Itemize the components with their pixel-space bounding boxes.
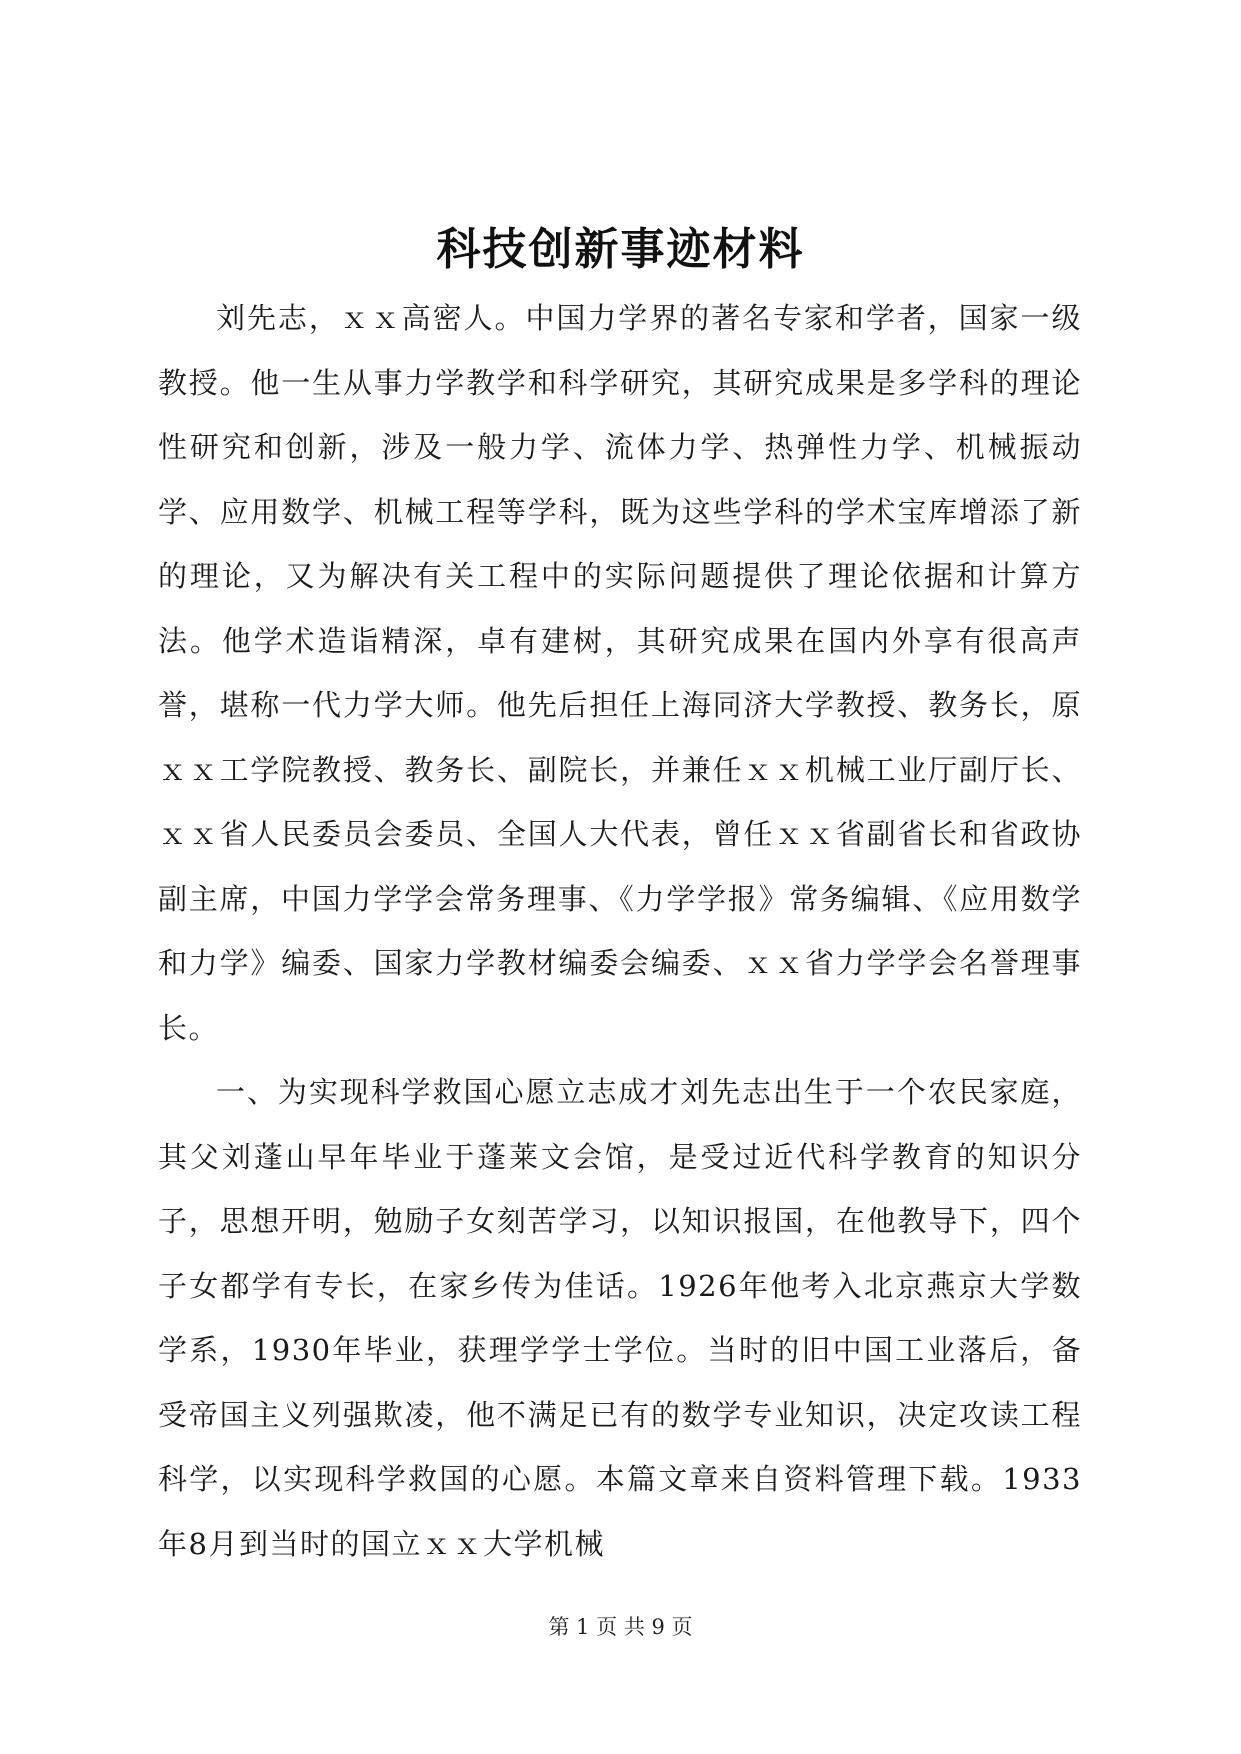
page-footer	[0, 1612, 1241, 1642]
page-number-label: 第 1 页 共 9 页	[548, 1615, 693, 1639]
paragraph-section-one: 一、为实现科学救国心愿立志成才刘先志出生于一个农民家庭，其父刘蓬山早年毕业于蓬莱文会馆，是受过近代科学教育的知识分子，思想开明，勉励子女刻苦学习，以知识报国，在他教导下，四个子女都学有专长，在家乡传为佳话。1926年他考入北京燕京大学数学系，1930年毕业，获理学学士学位。当时的旧中国工业落后，备受帝国主义列强欺凌，他不满足已有的数学专业知识，决定攻读工程科学，以实现科学救国的心愿。本篇文章来自资料管理下载。1933年8月到当时的国立ｘｘ大学机械	[158, 1075, 1082, 1561]
document-body	[158, 286, 1082, 1576]
document-title: 科技创新事迹材料	[436, 224, 805, 275]
paragraph-intro: 刘先志，ｘｘ高密人。中国力学界的著名专家和学者，国家一级教授。他一生从事力学教学和科学研究，其研究成果是多学科的理论性研究和创新，涉及一般力学、流体力学、热弹性力学、机械振动学、应用数学、机械工程等学科，既为这些学科的学术宝库增添了新的理论，又为解决有关工程中的实际问题提供了理论依据和计算方法。他学术造诣精深，卓有建树，其研究成果在国内外享有很高声誉，堪称一代力学大师。他先后担任上海同济大学教授、教务长，原ｘｘ工学院教授、教务长、副院长，并兼任ｘｘ机械工业厅副厅长、ｘｘ省人民委员会委员、全国人大代表，曾任ｘｘ省副省长和省政协副主席，中国力学学会常务理事、《力学学报》常务编辑、《应用数学和力学》编委、国家力学教材编委会编委、ｘｘ省力学学会名誉理事长。	[158, 301, 1082, 1045]
